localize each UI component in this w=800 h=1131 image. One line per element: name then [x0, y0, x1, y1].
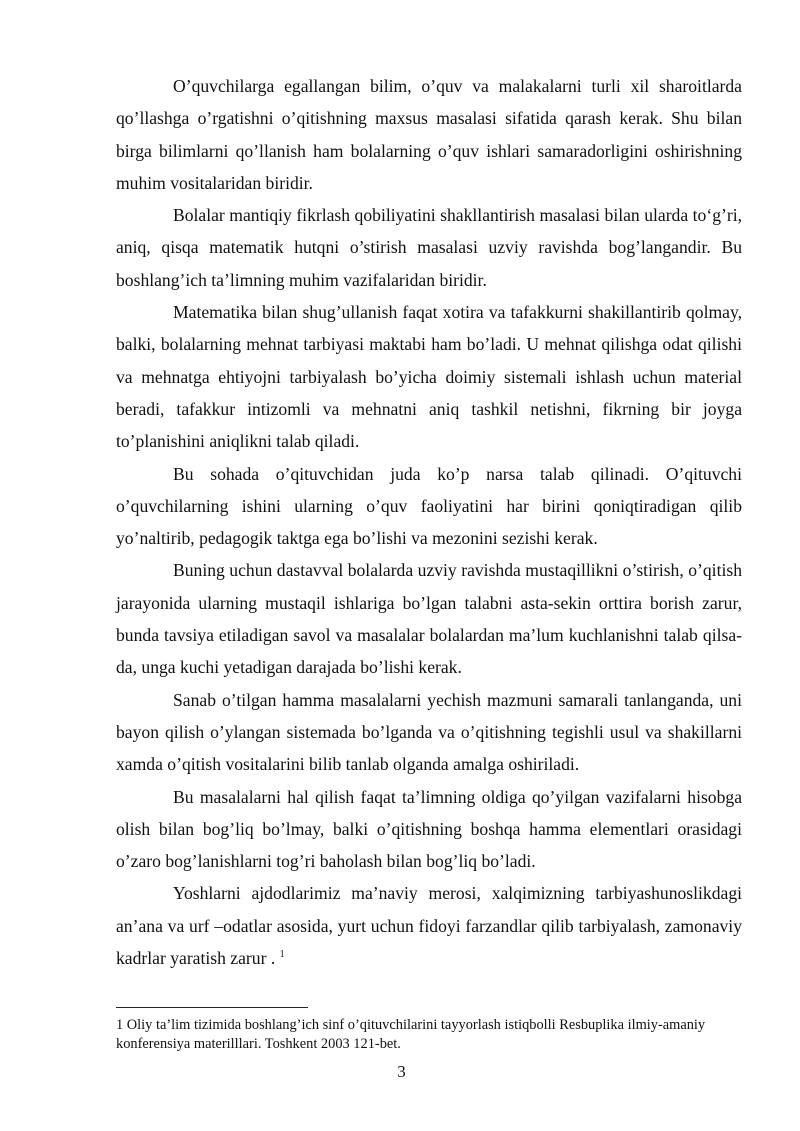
paragraph-7: Bu masalalarni hal qilish faqat ta’limning oldiga qo’yilgan vazifalarni hisobga olish bilan bog’liq bo’lmay, balki o’qitishning boshqa hamma elementlari orasidagi o’zaro bog’lanishlarni tog’ri baholash bilan bog’liq bo’ladi. [116, 786, 742, 872]
page-number: 3 [397, 1062, 406, 1081]
paragraph-4: Bu sohada o’qituvchidan juda ko’p narsa talab qilinadi. O’qituvchi o’quvchilarning ishini ularning o’quv faoliyatini har birini qoniqtiradigan qilib yo’naltirib, pedagogik taktga ega bo’lishi va mezonini sezishi kerak. [116, 463, 742, 549]
paragraph-8-text: Yoshlarni ajdodlarimiz ma’naviy merosi, xalqimizning tarbiyashunoslikdagi an’ana va urf –odatlar asosida, yurt uchun fidoyi farzandlar qilib tarbiyalash, zamonaviy kadrlar yaratish zarur . [116, 883, 742, 969]
body-text [116, 70, 742, 974]
paragraph-6: Sanab o’tilgan hamma masalalarni yechish mazmuni samarali tanlanganda, uni bayon qilish o’ylangan sistemada bo’lganda va o’qitishning tegishli usul va shakillarni xamda o’qitish vositalarini bilib tanlab olganda amalga oshiriladi. [116, 689, 742, 775]
paragraph-8 [116, 877, 742, 974]
paragraph-3: Matematika bilan shug’ullanish faqat xotira va tafakkurni shakillantirib qolmay, balki, bolalarning mehnat tarbiyasi maktabi ham bo’ladi. U mehnat qilishga odat qilishi va mehnatga ehtiyojni tarbiyalash bo’yicha doimiy sistemali ishlash uchun material beradi, tafakkur intizomli va mehnatni aniq tashkil netishni, fikrning bir joyga to’planishini aniqlikni talab qiladi. [116, 302, 742, 452]
footnote: 1 Oliy ta’lim tizimida boshlang’ich sinf o’qituvchilarini tayyorlash istiqbolli Resbuplika ilmiy-amaniy konferensiya materilllari. Toshkent 2003 121-bet. [116, 1017, 706, 1052]
paragraph-2: Bolalar mantiqiy fikrlash qobiliyatini shakllantirish masalasi bilan ularda to‘g’ri, aniq, qisqa matematik hutqni o’stirish masalasi uzviy ravishda bog’langandir. Bu boshlang’ich ta’limning muhim vazifalaridan biridir. [116, 205, 742, 290]
footnote-separator [116, 1007, 308, 1008]
paragraph-1: O’quvchilarga egallangan bilim, o’quv va malakalarni turli xil sharoitlarda qo’llashga o’rgatishni o’qitishning maxsus masalasi sifatida qarash kerak. Shu bilan birga bilimlarni qo’llanish ham bolalarning o’quv ishlari samaradorligini oshirishning muhim vositalaridan biridir. [116, 76, 742, 193]
paragraph-5: Buning uchun dastavval bolalarda uzviy ravishda mustaqillikni o’stirish, o’qitish jarayonida ularning mustaqil ishlariga bo’lgan talabni asta-sekin orttira borish zarur, bunda tavsiya etiladigan savol va masalalar bolalardan ma’lum kuchlanishni talab qilsa-da, unga kuchi yetadigan darajada bo’lishi kerak. [116, 560, 742, 678]
footnote-reference: 1 [279, 949, 285, 961]
